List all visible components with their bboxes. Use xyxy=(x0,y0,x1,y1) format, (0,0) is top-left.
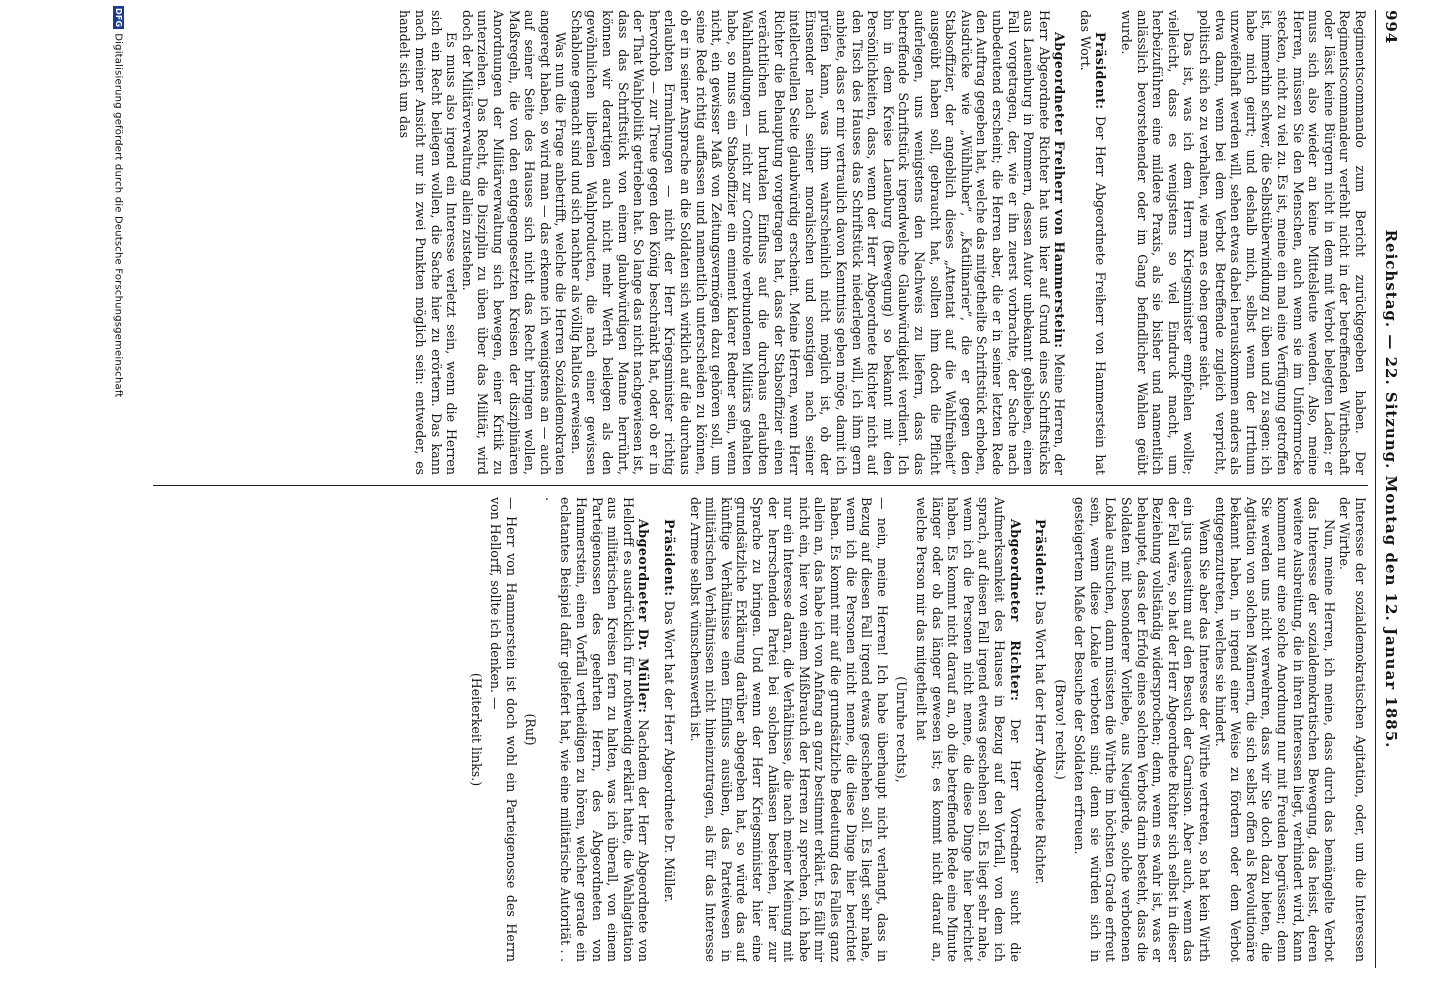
speaker-label: Präsident: xyxy=(1093,32,1109,110)
page-number: 994 xyxy=(1382,10,1400,45)
paragraph: Was nun die Frage anbetrifft, welche die Herren Sozialdemokraten angeregt haben, so wird man — das erkenne ich wenigstens an — auch auf seiner Seite des Hauses sich nicht das Recht bringen wollen, Maßregeln, die von den entgegengesetzten Kreisen der disziplinären Anordnungen der Militärverwaltung sich bewegen, einer Kritik zu unterziehen. Das Recht, die Disziplin zu üben über das Militär, wird doch der Militärverwaltung allein zustehen. xyxy=(459,10,569,475)
dfg-logo: DFG xyxy=(114,8,123,28)
speech xyxy=(913,497,1022,962)
page-header xyxy=(1375,10,1402,968)
paragraph: — Herr von Hammerstein ist doch wohl ein Parteigenosse des Herrn von Hellorff, sollte ich denken. — xyxy=(488,497,519,962)
paragraph: Es muss also irgend ein Interesse verletzt sein, wenn die Herren sich ein Recht beilegen wollen, die Sache hier zu erörtern. Das kann nach meiner Ansicht nur in zwei Punkten möglich sein: entweder, es handelt sich um das xyxy=(397,10,460,475)
speaker-label: Abgeordneter Richter: xyxy=(1007,519,1023,702)
speech xyxy=(568,10,1067,475)
speaker-label: Präsident: xyxy=(1033,519,1049,597)
president-remark xyxy=(661,497,677,962)
speaker-label: Abgeordneter Freiherr von Hammerstein: xyxy=(1052,32,1068,349)
left-column xyxy=(153,10,1368,475)
reaction: (Bravo! rechts.) xyxy=(1052,679,1068,780)
scanned-page xyxy=(106,0,1416,1000)
paragraph: Regimentscommando zum Bericht zurückgegeben haben. Der Regimentscommandeur verfehlt nicht in der betreffenden Wirthschaft oder lässt keine Bürgern nicht in dem mit Verbot belegten Laden; er muss sich also wieder an keine Mittelsleute wenden. Also, meine Herren, müssen Sie den Menschen, auch wenn sie im Uniformrocke stecken, nicht zu viel zu. Es ist, meine ein mal eine Verfügung getroffen ist, immerhin schwer, die Selbstüberwindung zu üben und zu sagen: ich habe mich geirrt; und deshalb mich, selbst wenn der Irrthum unzweifelhaft werden will, sehen etwas dabei herauskommen anders als etwa dann, wenn bei dem Verbot Betreffende zugleich verpricht, politisch sich so zu verhalten, wie man es oben gerne sieht. xyxy=(1197,10,1368,475)
reaction: (Unruhe rechts), xyxy=(894,676,910,783)
speaker-label: Präsident: xyxy=(662,519,678,597)
right-column xyxy=(153,497,1368,962)
reaction: (Heiterkeit links.) xyxy=(468,672,484,787)
speech-text: Meine Herren, der Herr Abgeordnete Richter hat uns hier auf Grund eines Schriftstücks aus Lauenburg in Pommern, dessen Autor unbekannt geblieben, einen Fall vorgetragen, der, wie er ihn zuerst vorbrachte, der Sache nach unbedeutend erscheint; die Herren aber, die er in seiner letzten Rede den Auftrag gegeben hat, welche das mitgetheilte Schriftstück erhoben, Ausdrücke wie „Wühlhuber“, „Katilinarier“, die er gegen den Stabsoffizier, der angeblich dieses „Attentat auf die Wahlfreiheit“ ausgeübt haben soll, gebraucht hat, sollten ihm doch die Pflicht auferlegen, uns wenigstens den Nachweis zu liefern, dass das betreffende Schriftstück irgendwelche Glaubwürdigkeit verdient. Ich bin in dem Kreise Lauenburg (Bewegung) so bekannt mit den Persönlichkeiten, dass, wenn der Herr Abgeordnete Richter nicht auf den Tisch des Hauses das Schriftstück niederlegen will, ich ihm gern anbiete, dass er mir vertraulich davon Kenntniss geben möge, damit ich prüfen kann, was ihm wahrscheinlich nicht möglich ist, ob der Einsender nach seiner moralischen und sonstigen nach seiner intellectuellen Seite glaubwürdig erscheint. Meine Herren, wenn Herr Richter die Behauptung vorgetragen hat, dass der Stabsoffizier einen verächtlichen und brutalen Einfluss auf die durchaus erlaubten Wahlhandlungen — nicht zur Controle verbundenen Militärs gehalten habe, so muss ein Stabsoffizier ein eminent klarer Redner sein, wenn nicht, ein gewisser Maß von Zeitungsvermögen dazu gehören soll, um seine Rede richtig auffassen und namentlich unterscheiden zu können, ob er in seiner Ansprache an die Soldaten sich wirklich auf die durchaus erlaubten Ermahnungen — nicht der Herr Kriegsminister richtig hervorhob — zur Treue gegen den König beschränkt hat, oder ob er in der That Wahlpolitik getrieben hat. So lange das nicht nachgewiesen ist, dass das Schriftstück von einem glaubwürdigen Manne herrührt, können wir derartigen auch nicht mehr Werth beilegen als den gewöhnlichen liberalen Wahlproducten, die nach einer gewissen Schablone gemacht sind und sich nachher als völlig haltlos erweisen. xyxy=(568,10,1068,475)
paragraph: Interesse der sozialdemokratischen Agitation, oder, um die Interessen der Wirthe. xyxy=(1337,497,1368,962)
column-divider xyxy=(153,485,1368,486)
speech-text: Der Herr Vorredner sucht die Aufmerksamkeit des Hauses in Bezug auf den Vorfall, von dem ich sprach, auf diesen Fall irgend etwas geschehen soll. Es liegt sehr nahe, wenn ich die Personen nicht nenne, die diese Dinge hier berichtet haben. Es kommt nicht darauf an, ob die betreffende Rede eine Minute länger oder ob das länger gewesen ist; es kommt nicht darauf an, welche Person mir das mitgetheilt hat xyxy=(913,497,1023,962)
remark-text: Der Herr Abgeordnete Freiherr von Hammerstein hat das Wort. xyxy=(1077,10,1109,475)
speech-text: Nachdem der Herr Abgeordnete von Hellorff es ausdrücklich für nothwendig erklärt hatte, die Wahlagitation aus militärischen Kreisen fern zu halten, was ich überall, von einem Parteigenossen des geehrten Herrn, des Abgeordneten von Hammerstein, einen Vorfall vertheidigen zu hören, welcher gerade ein eclatantes Beispiel dafür geliefert hat, wie eine militärische Autorität . . . xyxy=(542,497,652,962)
paragraph: — nein, meine Herren! Ich habe überhaupt nicht verlangt, dass in Bezug auf diesen Fall irgend etwas geschehen soll. Es liegt sehr nahe, wenn ich die Personen nicht nenne, die diese Dinge hier berichtet haben. Es kommt mir auf die grundsätzliche Bedeutung des Falles ganz allein an, das habe ich von Anfang an ganz bestimmt erklärt. Es fällt mir nicht ein, hier von einem Mißbrauch der Herren zu sprechen, ich habe nur ein Interesse daran, die Verhältnisse, die nach meiner Meinung mit der herrschenden Partei bei solchen Anlässen bestehen, hier zur Sprache zu bringen. Und wenn der Herr Kriegsminister hier eine grundsätzliche Erklärung darüber abgegeben hat, so würde das auf künftige Verhältnisse einen Einfluss ausüben, das Parteiwesen in militärischen Verhältnissen nicht hineinzutragen, als für das Interesse der Armee selbst wünschenswerth ist. xyxy=(687,497,890,962)
remark-text: Das Wort hat der Herr Abgeordnete Dr. Müller. xyxy=(662,600,678,903)
paragraph: Wenn Sie aber das Interesse der Wirthe vertreten, so hat kein Wirth ein jus quaesitum auf den Besuch der Garnison. Aber auch, wenn das der Fall wäre, so hat der Herr Abgeordnete Richter sich selbst in dieser Beziehung vollständig widersprochen; denn, wenn es wahr ist, was er behauptet, dass der Erfolg eines solchen Verbots darin besteht, dass die Soldaten mit besonderer Vorliebe, aus Neugierde, solche verbotenen Lokale aufsuchen, dann müssten die Wirthe im höchsten Grade erfreut sein, wenn diese Lokale verboten sind; denn sie würden sich in gesteigertem Maße der Besuche der Soldaten erfreuen. xyxy=(1072,497,1213,962)
page-title: Reichstag. — 22. Sitzung. Montag den 12. Januar 1885. xyxy=(1382,229,1400,749)
president-remark xyxy=(1033,497,1049,962)
speech xyxy=(542,497,651,962)
president-remark xyxy=(1077,10,1108,475)
digitization-credit xyxy=(113,6,125,398)
reaction: (Ruf) xyxy=(523,713,539,746)
paragraph: Nun, meine Herren, ich meine, dass durch das bemängelte Verbot das Interesse der sozialdemokratischen Bewegung, das heisst, deren weitere Ausbreitung, die in ihren Interessen liegt, verhindert wird, kann kommen nur eine solche Anordnung nur mit Freuden begrüssen; denn Sie werden uns nicht verwehren, dass wir Sie doch dazu bieten, die Agitation von solchen Männern, die sich selbst offen als Revolutionäre bekannt haben, in irgend einer Weise zu fördern oder dem Verbot entgegenzutreten, welches sie hindert. xyxy=(1212,497,1337,962)
paragraph: Das ist, was ich dem Herrn Kriegsminister empfehlen wollte; vielleicht, dass es wenigstens so viel Eindruck macht, um herbeizuführen eine mildere Praxis, als sie bisher und namentlich anlässlich bevorstehender oder im Gang befindlicher Wahlen geübt wurde. xyxy=(1119,10,1197,475)
speaker-label: Abgeordneter Dr. Müller: xyxy=(636,519,652,714)
remark-text: Das Wort hat der Herr Abgeordnete Richter. xyxy=(1033,600,1049,885)
credit-text: Digitalisierung gefördert durch die Deutsche Forschungsgemeinschaft xyxy=(112,33,124,398)
